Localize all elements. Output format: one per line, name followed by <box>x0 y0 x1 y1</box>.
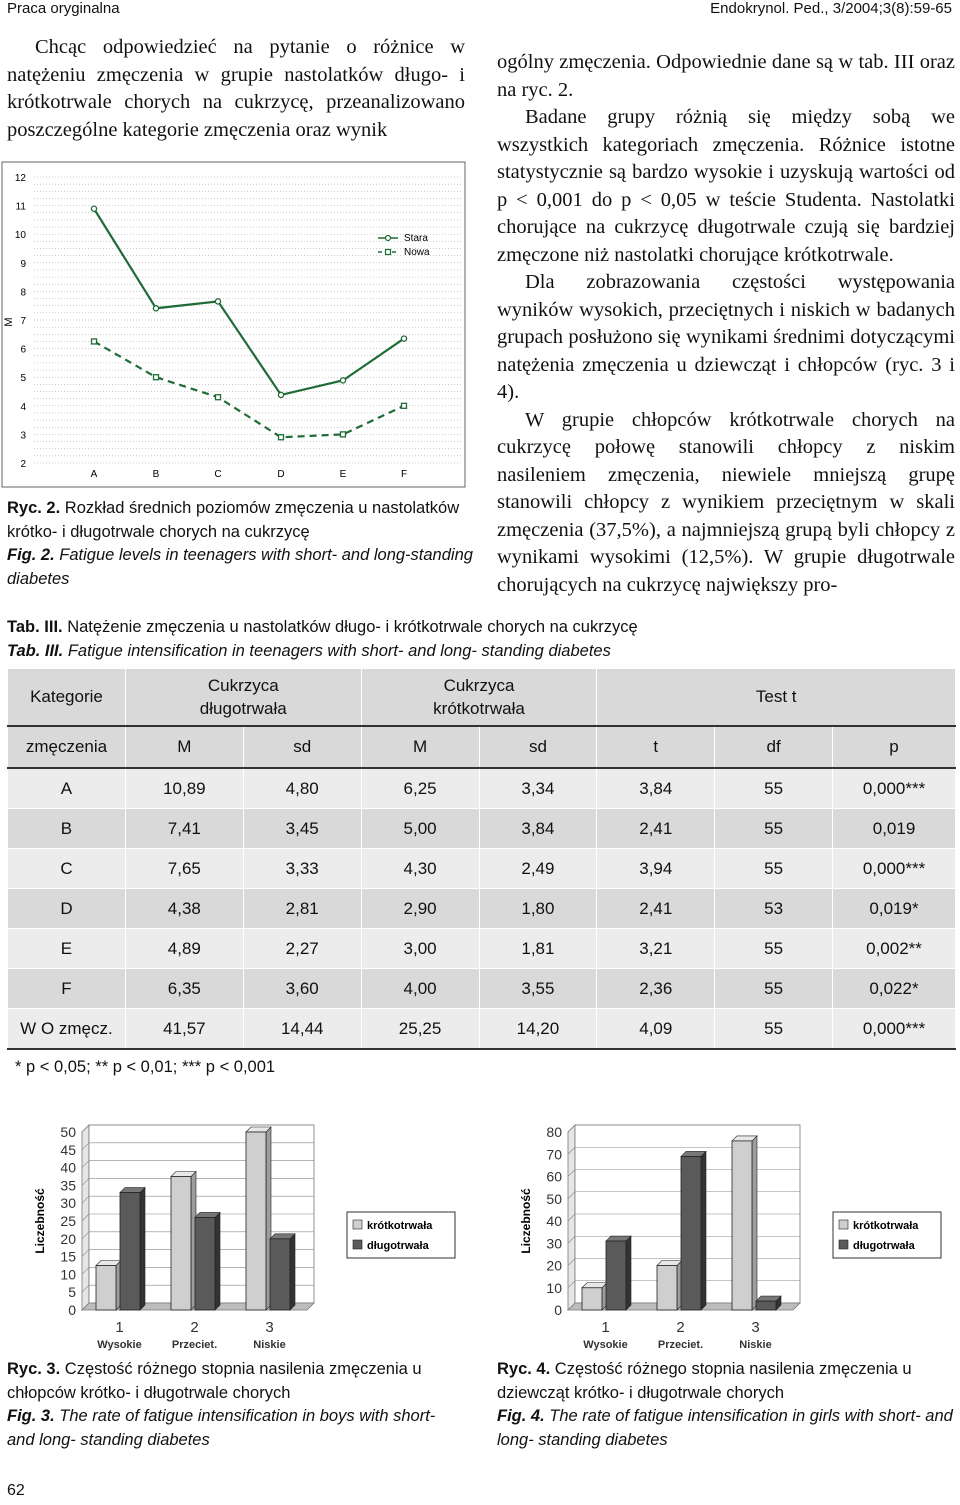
y-tick-label: 45 <box>60 1141 76 1158</box>
y-tick-label: 25 <box>60 1213 76 1229</box>
table-cell: 25,25 <box>361 1009 479 1050</box>
y-tick-label: 6 <box>20 344 26 356</box>
table-row <box>8 1009 956 1050</box>
bar-side <box>215 1212 220 1310</box>
y-tick-label: 20 <box>546 1257 562 1274</box>
table-cell: 3,55 <box>479 969 597 1009</box>
y-tick-label: 0 <box>554 1302 562 1318</box>
th-sub-0: zmęczenia <box>8 726 126 768</box>
legend-stara: Stara <box>404 233 428 244</box>
bar-krótkotrwała <box>96 1266 116 1311</box>
table-row <box>8 889 956 929</box>
bar-długotrwała <box>120 1193 140 1310</box>
right-paragraph-2: Dla zobrazowania częstości występowania wyników wysokich, przeciętnych i niskich w badanych grupach posłużono się wynikami średnimi dotyczącymi natężenia zmęczenia u dziewcząt i chłopców (ryc. 3 i 4). <box>497 271 955 403</box>
running-header-right: Endokrynol. Ped., 3/2004;3(8):59-65 <box>710 0 952 17</box>
running-header-left: Praca oryginalna <box>7 0 120 17</box>
table-cell: D <box>8 889 126 929</box>
table-cell: 2,81 <box>243 889 361 929</box>
table-cell: 2,41 <box>597 809 715 849</box>
table-cell: 4,30 <box>361 849 479 889</box>
y-tick-label: 10 <box>14 230 26 242</box>
table-row <box>8 849 956 889</box>
y-axis-label: Liczebność <box>33 1188 47 1254</box>
y-tick-label: 2 <box>20 459 26 470</box>
fig4-label-en: Fig. 4. <box>497 1407 545 1425</box>
table-cell: E <box>8 929 126 969</box>
bar-side <box>752 1136 757 1310</box>
y-tick-label: 50 <box>60 1124 76 1140</box>
table-cell: 2,90 <box>361 889 479 929</box>
th-sub-1: M <box>125 726 243 768</box>
data-point <box>340 378 345 383</box>
y-tick-label: 10 <box>60 1266 76 1283</box>
right-column-text <box>497 49 955 599</box>
table-cell: W O zmęcz. <box>8 1009 126 1050</box>
table-cell: 10,89 <box>125 768 243 809</box>
x-category-label: Niskie <box>253 1339 286 1351</box>
th-kategorie: Kategorie <box>8 669 126 727</box>
table-cell: F <box>8 969 126 1009</box>
y-tick-label: 5 <box>68 1284 76 1301</box>
table-cell: A <box>8 768 126 809</box>
table-cell: 55 <box>715 849 833 889</box>
table-cell: 4,89 <box>125 929 243 969</box>
x-tick-label: E <box>339 469 347 480</box>
legend-label: krótkotrwała <box>853 1220 919 1232</box>
x-category-label: Wysokie <box>583 1339 628 1351</box>
th-sub-7: p <box>833 726 956 768</box>
table-cell: 7,65 <box>125 849 243 889</box>
table-cell: 3,60 <box>243 969 361 1009</box>
bar-krótkotrwała <box>657 1266 677 1311</box>
fig3-bar-chart <box>30 1112 470 1357</box>
table-cell: 3,84 <box>479 809 597 849</box>
x-tick-label: 1 <box>601 1319 610 1336</box>
x-tick-label: 2 <box>676 1319 685 1336</box>
x-category-label: Niskie <box>739 1339 772 1351</box>
fig4-label-pl: Ryc. 4. <box>497 1360 551 1378</box>
y-tick-label: 5 <box>20 373 26 385</box>
th-test-t: Test t <box>597 669 956 727</box>
data-point <box>401 336 406 341</box>
table-cell: 55 <box>715 809 833 849</box>
table-cell: 0,022* <box>833 969 956 1009</box>
data-point <box>402 403 407 408</box>
y-tick-label: 11 <box>15 201 26 213</box>
y-tick-label: 0 <box>68 1302 76 1318</box>
table-cell: 3,94 <box>597 849 715 889</box>
table-cell: 1,81 <box>479 929 597 969</box>
y-tick-label: 7 <box>20 316 26 327</box>
y-tick-label: 8 <box>20 287 26 299</box>
table-cell: C <box>8 849 126 889</box>
y-tick-label: 80 <box>546 1124 562 1140</box>
table-cell: 3,33 <box>243 849 361 889</box>
right-paragraph-0: ogólny zmęczenia. Odpowiednie dane są w tab. III oraz na ryc. 2. <box>497 51 955 101</box>
right-paragraph-1: Badane grupy różnią się między sobą we wszystkich kategoriach zmęczenia. Różnice istotne statystycznie są bardzo wysokie i uzyskują wartości od p < 0,001 do p < 0,05 w teście Studenta. Nastolatki chorujące na cukrzycę długotrwale czują się bardziej zmęczone niż nastolatki chorujące krótkotrwale. <box>497 106 955 266</box>
table-cell: 2,27 <box>243 929 361 969</box>
table-cell: 55 <box>715 1009 833 1050</box>
table3-label-en: Tab. III. <box>7 641 64 660</box>
y-tick-label: 3 <box>20 430 26 442</box>
y-tick-label: 60 <box>546 1168 562 1185</box>
table-cell: 4,38 <box>125 889 243 929</box>
y-tick-label: 50 <box>546 1190 562 1207</box>
data-point <box>279 435 284 440</box>
table-cell: 0,019 <box>833 809 956 849</box>
bar-side <box>701 1151 706 1310</box>
th-sub-3: M <box>361 726 479 768</box>
bar-długotrwała <box>756 1301 776 1310</box>
table3 <box>7 668 956 1050</box>
bar-krótkotrwała <box>246 1132 266 1310</box>
table-cell: B <box>8 809 126 849</box>
legend-label: długotrwała <box>853 1240 915 1252</box>
legend-swatch <box>839 1240 848 1249</box>
table-header-row-2 <box>8 726 956 768</box>
bar-krótkotrwała <box>171 1177 191 1311</box>
y-tick-label: 12 <box>14 173 26 184</box>
fig3-label-pl: Ryc. 3. <box>7 1360 61 1378</box>
th-sub-4: sd <box>479 726 597 768</box>
table-cell: 0,002** <box>833 929 956 969</box>
table-cell: 4,80 <box>243 768 361 809</box>
legend-label: długotrwała <box>367 1240 429 1252</box>
legend-swatch <box>839 1220 848 1229</box>
data-point <box>278 392 283 397</box>
data-point <box>154 375 159 380</box>
fig4-caption-pl: Częstość różnego stopnia nasilenia zmęczenia u dziewcząt krótko- i długotrwale chorych <box>497 1360 912 1402</box>
x-tick-label: 3 <box>751 1319 760 1336</box>
table-row <box>8 969 956 1009</box>
fig2-caption-en: Fatigue levels in teenagers with short- and long-standing diabetes <box>7 546 473 588</box>
table-cell: 4,09 <box>597 1009 715 1050</box>
table-cell: 55 <box>715 768 833 809</box>
x-tick-label: 3 <box>265 1319 274 1336</box>
table-cell: 6,35 <box>125 969 243 1009</box>
right-paragraph-3: W grupie chłopców krótkotrwale chorych na cukrzycę połowę stanowili chłopcy z niskim nasileniem zmęczenia, niewiele mniejszą grupę stanowili chłopcy z wynikiem przeciętnym w skali zmęczenia (37,5%), a najmniejszą grupą byli chłopcy z wynikami wysokimi (12,5%). W grupie długotrwale chorujących na cukrzycę największy pro- <box>497 408 955 596</box>
table-cell: 41,57 <box>125 1009 243 1050</box>
table3-title <box>7 616 957 663</box>
table-row <box>8 809 956 849</box>
data-point <box>153 306 158 311</box>
x-tick-label: B <box>152 469 160 480</box>
th-krotkotrwala: Cukrzyca krótkotrwała <box>361 669 597 727</box>
y-tick-label: 4 <box>20 401 26 413</box>
data-point <box>92 339 97 344</box>
fig4-caption <box>497 1358 957 1452</box>
table-cell: 0,000*** <box>833 1009 956 1050</box>
table-cell: 0,019* <box>833 889 956 929</box>
x-tick-label: F <box>400 469 408 480</box>
fig2-label-pl: Ryc. 2. <box>7 499 61 517</box>
bar-długotrwała <box>681 1156 701 1310</box>
table-cell: 2,49 <box>479 849 597 889</box>
table-cell: 1,80 <box>479 889 597 929</box>
y-tick-label: 40 <box>60 1159 76 1176</box>
fig2-caption <box>7 497 477 591</box>
bar-długotrwała <box>195 1217 215 1310</box>
x-category-label: Przeciet. <box>171 1339 218 1351</box>
table-cell: 2,41 <box>597 889 715 929</box>
y-axis-label: Liczebność <box>519 1188 533 1254</box>
table-row <box>8 929 956 969</box>
x-tick-label: 2 <box>190 1319 199 1336</box>
data-point <box>341 432 346 437</box>
legend-label: krótkotrwała <box>367 1220 433 1232</box>
table-row <box>8 768 956 809</box>
table-cell: 55 <box>715 969 833 1009</box>
table-cell: 3,34 <box>479 768 597 809</box>
y-tick-label: 30 <box>60 1195 76 1212</box>
y-tick-label: 30 <box>546 1235 562 1252</box>
x-category-label: Wysokie <box>97 1339 142 1351</box>
fig4-caption-en: The rate of fatigue intensification in girls with short- and long- standing diabetes <box>497 1407 953 1449</box>
th-sub-6: df <box>715 726 833 768</box>
table-cell: 14,20 <box>479 1009 597 1050</box>
bar-krótkotrwała <box>582 1288 602 1310</box>
table-header-row-1 <box>8 669 956 727</box>
data-point <box>216 395 221 400</box>
fig3-caption-en: The rate of fatigue intensification in boys with short- and long- standing diabetes <box>7 1407 436 1449</box>
y-tick-label: 15 <box>60 1248 76 1265</box>
data-point <box>91 206 96 211</box>
table-cell: 55 <box>715 929 833 969</box>
bar-krótkotrwała <box>732 1141 752 1310</box>
fig2-line-chart <box>0 160 470 490</box>
y-tick-label: 20 <box>60 1230 76 1247</box>
legend-swatch <box>353 1240 362 1249</box>
table-cell: 14,44 <box>243 1009 361 1050</box>
y-tick-label: 10 <box>546 1279 562 1296</box>
th-sub-2: sd <box>243 726 361 768</box>
table-cell: 3,84 <box>597 768 715 809</box>
legend-nowa: Nowa <box>404 247 430 258</box>
y-tick-label: 35 <box>60 1177 76 1194</box>
fig3-caption-pl: Częstość różnego stopnia nasilenia zmęczenia u chłopców krótko- i długotrwale chorych <box>7 1360 422 1402</box>
table3-footnote: * p < 0,05; ** p < 0,01; *** p < 0,001 <box>15 1058 276 1076</box>
table-cell: 2,36 <box>597 969 715 1009</box>
bar-side <box>140 1188 145 1310</box>
fig4-bar-chart <box>516 1112 956 1357</box>
table-cell: 0,000*** <box>833 849 956 889</box>
th-dlugotrwala: Cukrzyca długotrwała <box>125 669 361 727</box>
table-cell: 53 <box>715 889 833 929</box>
fig2-caption-pl: Rozkład średnich poziomów zmęczenia u nastolatków krótko- i długotrwale chorych na cukrzycę <box>7 499 460 541</box>
bar-długotrwała <box>270 1239 290 1310</box>
table-cell: 4,00 <box>361 969 479 1009</box>
table-cell: 7,41 <box>125 809 243 849</box>
table3-title-pl: Natężenie zmęczenia u nastolatków długo- i krótkotrwale chorych na cukrzycę <box>67 618 638 636</box>
fig3-label-en: Fig. 3. <box>7 1407 55 1425</box>
x-category-label: Przeciet. <box>657 1339 704 1351</box>
y-tick-label: 9 <box>20 258 26 270</box>
legend-swatch <box>353 1220 362 1229</box>
table-cell: 3,00 <box>361 929 479 969</box>
table-cell: 3,45 <box>243 809 361 849</box>
x-tick-label: 1 <box>115 1319 124 1336</box>
x-tick-label: D <box>277 469 285 480</box>
table-cell: 0,000*** <box>833 768 956 809</box>
th-sub-5: t <box>597 726 715 768</box>
table3-label-pl: Tab. III. <box>7 618 63 636</box>
table-cell: 3,21 <box>597 929 715 969</box>
fig2-label-en: Fig. 2. <box>7 546 55 564</box>
bar-side <box>626 1236 631 1310</box>
table3-title-en: Fatigue intensification in teenagers with short- and long- standing diabetes <box>67 641 611 660</box>
bar-długotrwała <box>606 1241 626 1310</box>
y-tick-label: 70 <box>546 1146 562 1163</box>
x-tick-label: A <box>90 469 98 480</box>
left-column-paragraph: Chcąc odpowiedzieć na pytanie o różnice w natężeniu zmęczenia w grupie nastolatków długo- i krótkotrwale chorych na cukrzycę, przeanalizowano poszczególne kategorie zmęczenia oraz wynik <box>7 36 465 141</box>
x-tick-label: C <box>214 469 222 480</box>
table-cell: 5,00 <box>361 809 479 849</box>
page-number: 62 <box>7 1482 25 1499</box>
fig3-caption <box>7 1358 467 1452</box>
y-tick-label: 40 <box>546 1213 562 1229</box>
table-cell: 6,25 <box>361 768 479 809</box>
y-axis-label: M <box>3 317 15 327</box>
bar-side <box>290 1234 295 1310</box>
data-point <box>215 299 220 304</box>
